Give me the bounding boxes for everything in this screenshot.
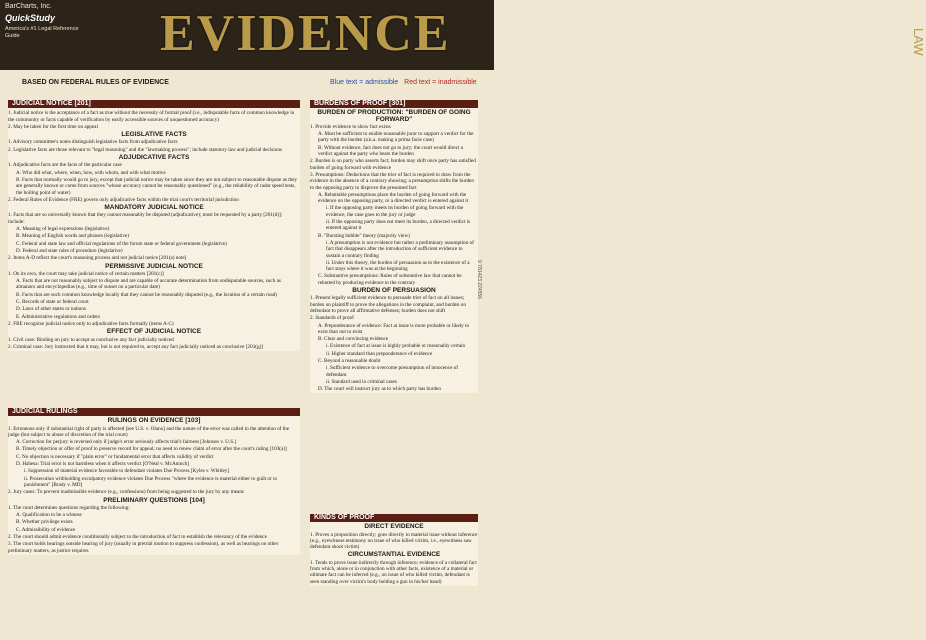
subsection-heading: PRELIMINARY QUESTIONS [104]: [103, 496, 205, 504]
subsection-heading: BURDEN OF PRODUCTION: "BURDEN OF GOING FORWARD": [317, 109, 471, 123]
list-item: 2. Items A-D reflect the court's reasoning process and not judicial notice [201(a) note]: [8, 255, 187, 262]
list-item: A. Who did what, where, when, how, with whom, and with what motive: [16, 169, 166, 176]
judicial-notice-section: [8, 100, 300, 351]
list-item: 2. Federal Rules of Evidence (FRE) govern only adjudicative facts within the trial court's territorial jurisdiction: [8, 196, 239, 203]
list-item: A. Correction for perjury is reversed only if judge's error seriously affects trial's fairness [Johnson v. U.S.]: [16, 439, 237, 446]
brand-tagline: America's #1 Legal Reference Guide: [5, 26, 79, 39]
list-item: C. No objection is necessary if "plain error" or fundamental error that affects validity of verdict: [16, 453, 214, 460]
list-item: B. Clear and convincing evidence: [318, 336, 389, 343]
subsection-heading: CIRCUMSTANTIAL EVIDENCE: [347, 551, 441, 559]
list-item: 1. Tends to prove issue indirectly through inference; evidence of a collateral fact from which, alone or in conjunction with other facts, existence of a material or ultimate fact can be inferred (e.g., on issue of who killed victim, defendant is seen standing over victim's body holding a gun in his/her hand): [310, 559, 477, 585]
subsection-heading: BURDEN OF PERSUASION: [352, 287, 436, 295]
list-item: 3. The court holds hearings outside hearing of jury (usually in pretrial motion to suppress confession), as well as hearings on other preliminary matters, as justice requires: [8, 541, 279, 554]
list-item: i. If the opposing party meets its burden of going forward with the evidence, the case goes to the jury or judge: [326, 205, 464, 218]
page-title: EVIDENCE: [160, 5, 451, 62]
list-item: D. Federal and state rules of procedure (legislative): [16, 247, 123, 254]
list-item: 1. Facts that are so universally known that they cannot reasonably be disputed (adjudicative); must be requested by a party [201(d)]; include:: [8, 212, 283, 225]
legend-admissible: Blue text = admissible: [330, 79, 399, 86]
list-item: ii. Prosecution withholding exculpatory evidence violates Due Process "where the evidence is material either to guilt or to punishment" [Brady v. MD]: [24, 475, 278, 488]
list-item: i. Existence of fact at issue is highly probable or reasonably certain: [326, 343, 466, 350]
list-item: 1. Proves a proposition directly; goes directly to material issue without inference (e.g., eyewitness testimony on issue of who killed victim, i.e., eyewitness saw defendant shoot victim): [310, 531, 478, 551]
legend-inadmissible: Red text = inadmissible: [404, 79, 477, 86]
list-item: i. A presumption is not evidence but rather a preliminary assumption of fact that disappears after the introduction of sufficient evidence to sustain a contrary finding: [326, 239, 474, 259]
kinds-of-proof-section: [310, 514, 478, 586]
isbn-text: 9 781423 224556: [476, 260, 482, 299]
list-item: 1. Judicial notice is the acceptance of a fact as true without the necessity of formal proof (i.e., indisputable facts of common knowledge in the community or facts capable of verification by easily accessible sources of unquestioned accuracy): [8, 110, 295, 123]
list-item: A. Preponderance of evidence: Fact at issue is more probable or likely to exist than not to exist: [318, 322, 470, 335]
section-header: BURDENS OF PROOF [301]: [310, 100, 478, 108]
subsection-heading: MANDATORY JUDICIAL NOTICE: [104, 204, 204, 212]
header-banner: [0, 0, 926, 70]
list-item: 2. Burden is on party who asserts fact; burden may shift once party has satisfied burden of going forward with evidence: [310, 158, 476, 171]
list-item: 1. Civil case: Binding on jury to accept as conclusive any fact judicially noticed: [8, 336, 174, 343]
list-item: 1. Advisory committee's notes distinguish legislative facts from adjudicative facts: [8, 139, 178, 146]
list-item: B. Without evidence, fact does not go to jury; the court would direct a verdict against the party who bears the burden: [318, 144, 464, 158]
list-item: A. Must be sufficient to enable reasonable juror to support a verdict for the party with the burden (a.k.a. making a prima facie case): [318, 131, 474, 144]
brand-logo: QuickStudy: [5, 13, 56, 23]
list-item: C. Admissibility of evidence: [16, 526, 76, 533]
list-item: 1. On its own, the court may take judicial notice of certain matters [201(c)]: [8, 270, 164, 277]
subsection-heading: LEGISLATIVE FACTS: [121, 131, 187, 139]
list-item: 2. Legislative facts are those relevant to "legal reasoning" and the "lawmaking process"; include statutory law and judicial decisions: [8, 146, 282, 153]
subtitle: BASED ON FEDERAL RULES OF EVIDENCE: [22, 79, 169, 86]
list-item: 2. May be taken for the first time on appeal: [8, 123, 98, 130]
section-header: JUDICIAL RULINGS: [8, 408, 300, 416]
color-legend: [330, 79, 477, 86]
subsection-heading: ADJUDICATIVE FACTS: [118, 154, 190, 162]
list-item: 2. FRE recognize judicial notice only to adjudicative facts formally (items A-C): [8, 320, 174, 327]
list-item: B. Meaning of English words and phrases (legislative): [16, 233, 129, 240]
list-item: B. Facts that normally would go to jury, except that judicial notice may be taken since they are not subject to reasonable dispute as they are generally known or come from sources "whose accuracy cannot be reasonably questioned" (e.g., the reliability of radar speed tests, the boiling point of water): [16, 176, 298, 196]
barcode-number: [476, 260, 492, 620]
list-item: B. "Bursting bubble" theory (majority view): [318, 232, 410, 239]
list-item: ii. Under this theory, the burden of persuasion as to the existence of a fact stays where it was at the beginning: [326, 259, 470, 273]
list-item: A. Qualification to be a witness: [16, 512, 82, 519]
list-item: D. The court will instruct jury as to which party has burden: [318, 386, 441, 393]
list-item: C. Beyond a reasonable doubt: [318, 357, 381, 364]
list-item: ii. Standard used in criminal cases: [326, 378, 397, 385]
subsection-heading: DIRECT EVIDENCE: [364, 523, 424, 531]
brand-block: [5, 3, 83, 40]
list-item: ii. If the opposing party does not meet its burden, a directed verdict is entered against it: [326, 219, 471, 232]
list-item: C. Substantive presumptions: Rules of substantive law that cannot be rebutted by producing evidence to the contrary: [318, 273, 462, 286]
list-item: 1. Provide evidence to show fact exists: [310, 123, 391, 130]
judicial-rulings-section: [8, 408, 300, 555]
list-item: E. Administrative regulations and orders: [16, 313, 100, 320]
list-item: 1. Adjudicative facts are the facts of the particular case: [8, 162, 122, 169]
publisher-name: BarCharts, Inc.: [5, 3, 52, 10]
section-header: JUDICIAL NOTICE [201]: [8, 100, 300, 108]
list-item: 2. The court should admit evidence conditionally subject to the introduction of fact to establish the relevancy of the evidence: [8, 534, 267, 541]
list-item: 2. Jury cases: To prevent inadmissible evidence (e.g., confessions) from being suggested to the jury by any means: [8, 489, 244, 496]
list-item: B. Whether privilege exists: [16, 519, 73, 526]
list-item: i. Suppression of material evidence favorable to defendant violates Due Process [Kyles v. Whitley]: [24, 468, 230, 475]
list-item: C. Records of state or federal court: [16, 299, 89, 306]
subsection-heading: PERMISSIVE JUDICIAL NOTICE: [105, 262, 203, 270]
section-header: KINDS OF PROOF: [310, 514, 478, 522]
burdens-of-proof-section: [310, 100, 478, 393]
list-item: A. Rebuttable presumptions place the burden of going forward with the evidence on the opposing party, or a directed verdict is entered against it: [318, 191, 469, 205]
list-item: 2. Standards of proof: [310, 315, 354, 322]
list-item: C. Federal and state law and official regulations of the forum state or federal government (legislative): [16, 240, 227, 247]
list-item: i. Sufficient evidence to overcome presumption of innocence of defendant: [326, 365, 458, 378]
list-item: 1. The court determines questions regarding the following:: [8, 504, 130, 511]
list-item: A. Facts that are not reasonably subject to dispute and are capable of accurate determination from undisputable sources, such as almanacs and encyclopedias (e.g., time of sunset on a particular date): [16, 278, 281, 291]
subsection-heading: RULINGS ON EVIDENCE [103]: [107, 417, 201, 425]
list-item: 1. Present legally sufficient evidence to persuade trier of fact on all issues; burden on plaintiff to prove the allegations in the complaint, and burden on defendant to prove all affirmative defenses; burden does not shift: [310, 295, 466, 314]
subsection-heading: EFFECT OF JUDICIAL NOTICE: [106, 328, 202, 336]
list-item: 1. Erroneous only if substantial right of party is affected [see U.S. v. Olano] and the nature of the error was called to the attention of the judge (but subject to abuse of discretion of the trial court): [8, 425, 290, 438]
list-item: B. Facts that are such common knowledge locally that they cannot be reasonably disputed (e.g., the location of a certain road): [16, 291, 278, 298]
list-item: ii. Higher standard than preponderance of evidence: [326, 350, 433, 357]
list-item: 2. Criminal case: Jury instructed that it may, but is not required to, accept any fact judicially noticed as conclusive [201(g)]: [8, 343, 264, 350]
list-item: A. Meaning of legal expressions (legislative): [16, 226, 110, 233]
subject-label: LAW: [911, 28, 926, 56]
list-item: 3. Presumptions: Deductions that the trier of fact is required to draw from the evidence in the absence of a contrary showing; a presumption shifts the burden to the opposing party to disprove the presumed fact: [310, 171, 474, 191]
list-item: D. Laws of other states or nations: [16, 306, 86, 313]
list-item: B. Timely objection or offer of proof to preserve record for appeal; no need to renew claim of error after the court's ruling [103(a)]: [16, 446, 287, 453]
list-item: D. Hahesa: Trial error is not harmless when it affects verdict [O'Neal v. McAninch]: [16, 461, 189, 468]
